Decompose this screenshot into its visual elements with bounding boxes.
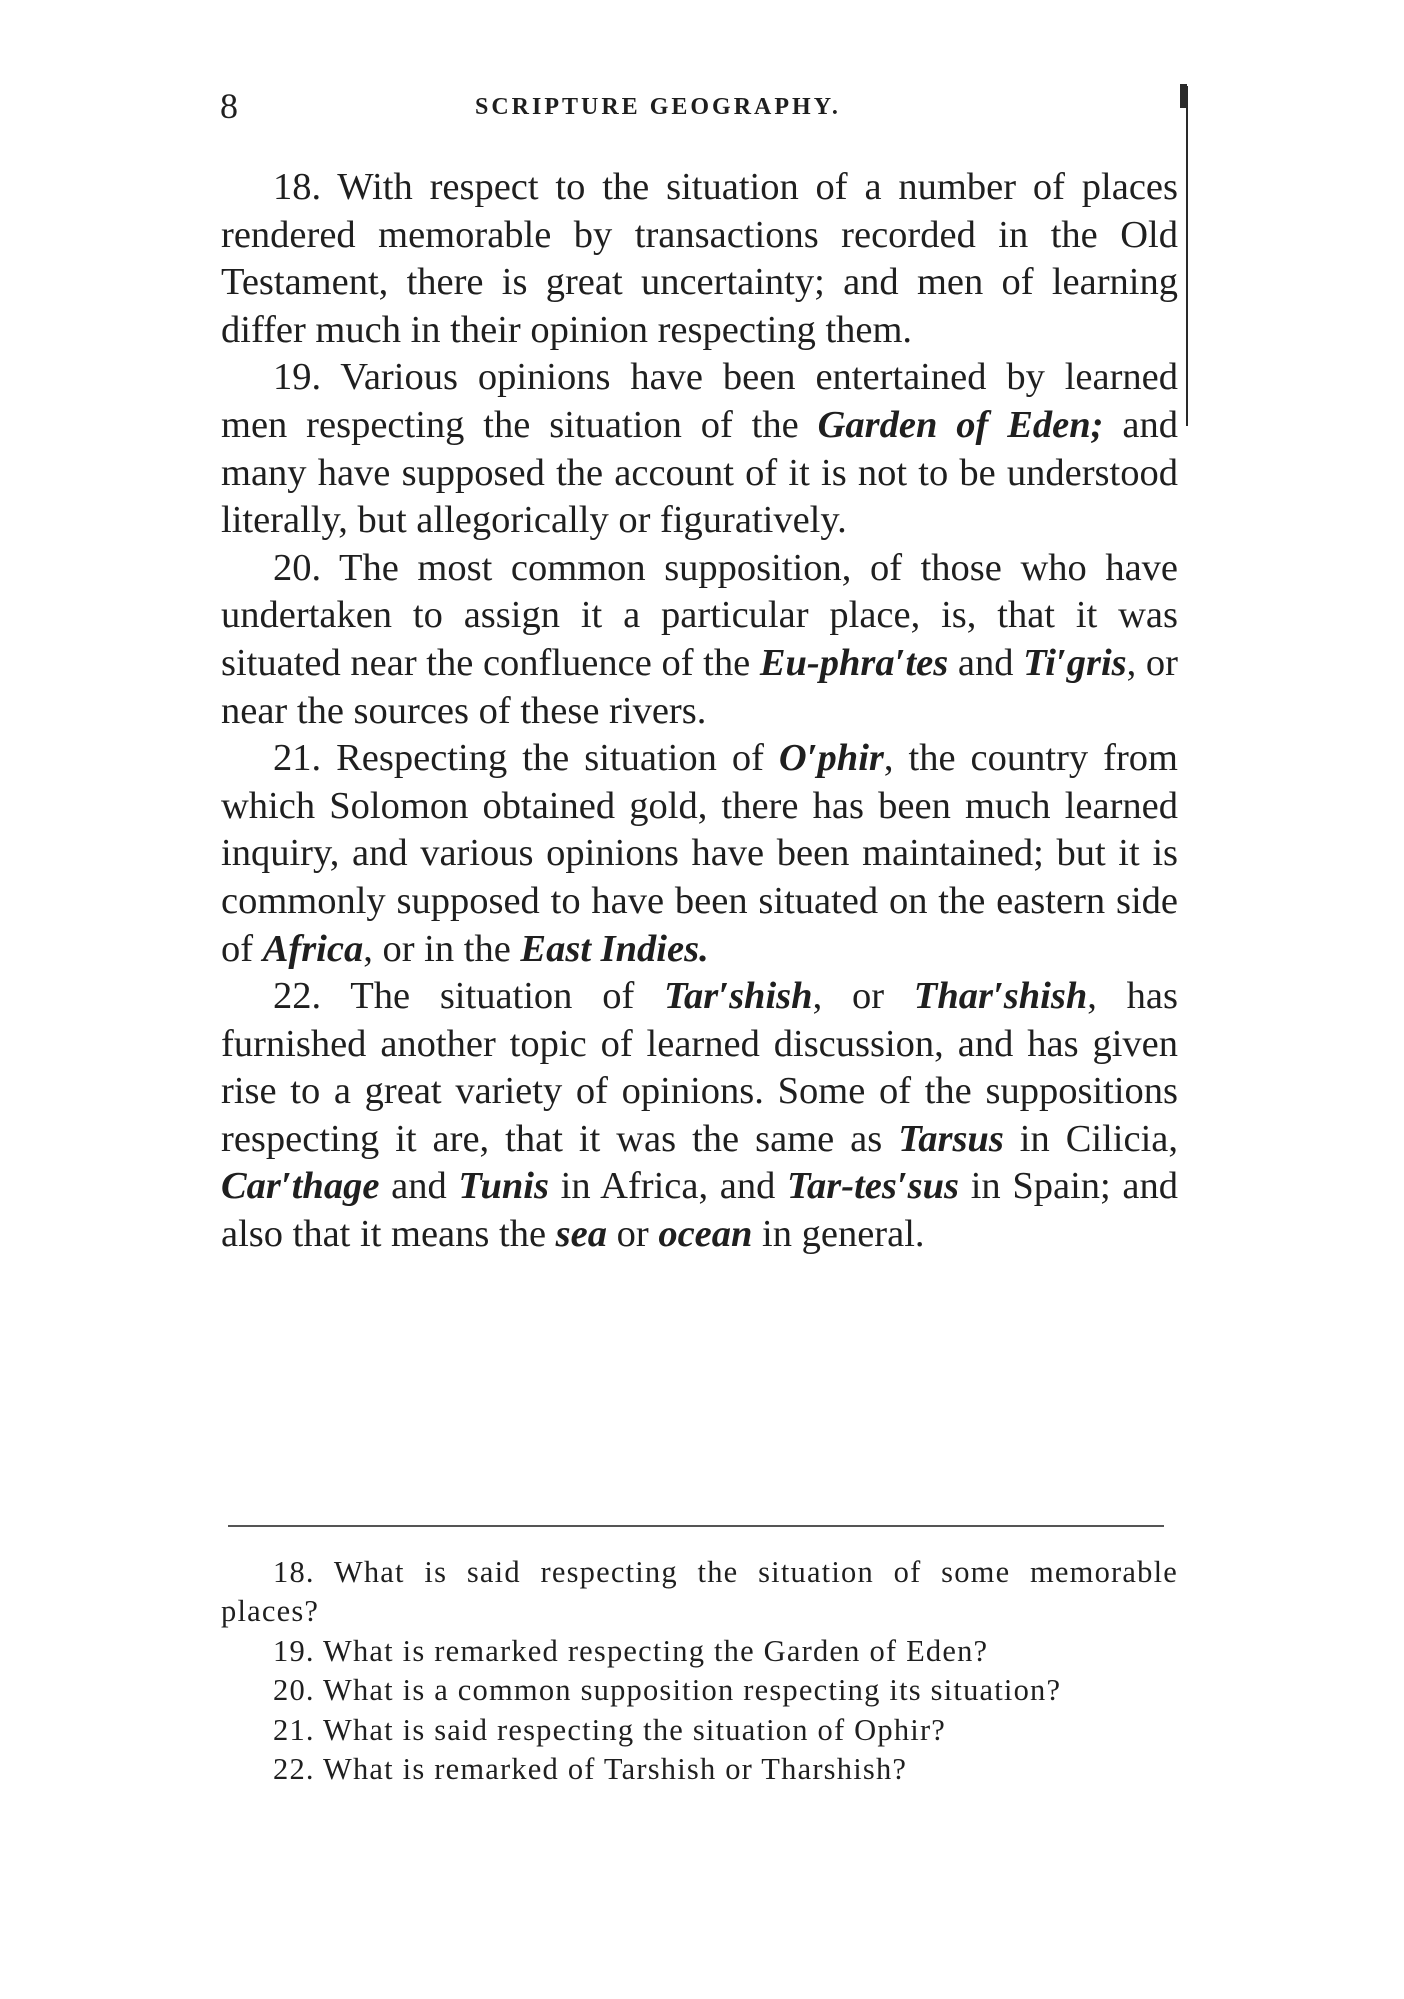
text-run: , or in the [363,927,521,970]
italic-term: Ti′gris [1023,641,1127,684]
paragraph-21 [221,735,1178,973]
italic-term: Eu-phra′tes [759,641,949,684]
italic-term: Africa [262,927,364,970]
text-run: in general. [752,1213,925,1256]
paragraph-20 [221,545,1178,735]
text-run: 20. The most common supposition, of those who have undertaken to assign it a particular place, is, that it was situated near the confluence of the [221,546,1178,684]
text-run: , or [812,975,914,1018]
text-run: and [948,641,1024,684]
question-18: 18. What is said respecting the situation of some memorable places? [221,1555,1178,1629]
italic-term: East Indies. [520,927,709,970]
question-19: 19. What is remarked respecting the Garden of Eden? [273,1633,989,1668]
italic-term: ocean [658,1213,753,1256]
text-run: in Africa, and [548,1165,788,1208]
text-run: 18. With respect to the situation of a number of places rendered memorable by transactions recorded in the Old Testament, there is great uncertainty; and men of learning differ much in their opinion respecting them. [221,166,1178,351]
italic-term: Tar′shish [664,975,813,1018]
text-run: in Cilicia, [1003,1117,1178,1160]
italic-term: Thar′shish [913,975,1088,1018]
italic-term: sea [555,1213,607,1256]
italic-term: Tar-tes′sus [787,1165,960,1208]
question-21: 21. What is said respecting the situation of Ophir? [273,1712,947,1747]
text-run: or [607,1213,659,1256]
italic-term: O′phir [778,737,884,780]
italic-term: Tunis [458,1165,549,1208]
question-22: 22. What is remarked of Tarshish or Tharshish? [273,1752,908,1787]
text-run: 21. Respecting the situation of [273,737,779,780]
body-text [221,164,1178,1259]
text-run: , or near the sources of these rivers. [221,641,1178,732]
text-run: and many have supposed the account of it is not to be understood literally, but allegorically or figuratively. [221,403,1178,542]
running-head [220,86,1180,126]
text-run: , has furnished another topic of learned discussion, and has given rise to a great variety of opinions. Some of the suppositions respecting it are, that it was the same as [221,975,1178,1160]
italic-term: Garden of Eden; [817,403,1104,446]
page-number: 8 [220,86,238,126]
italic-term: Car′thage [221,1165,380,1208]
text-run: in Spain; and also that it means the [221,1165,1178,1256]
text-run: , the country from which Solomon obtained gold, there has been much learned inquiry, and various opinions have been maintained; but it is commonly supposed to have been situated on the eastern side of [221,737,1178,970]
text-run: 22. The situation of [273,975,665,1018]
footnote-divider [228,1525,1164,1527]
paragraph-18 [221,164,1178,354]
text-run: and [379,1165,459,1208]
page-edge-rule [1186,86,1188,426]
paragraph-22 [221,973,1178,1259]
text-run: 19. Various opinions have been entertained by learned men respecting the situation of the [221,356,1178,446]
paragraph-19 [221,354,1178,544]
study-questions [221,1553,1178,1789]
italic-term: Tarsus [898,1117,1004,1160]
question-20: 20. What is a common supposition respecting its situation? [273,1673,1062,1708]
running-title: SCRIPTURE GEOGRAPHY. [475,94,841,120]
